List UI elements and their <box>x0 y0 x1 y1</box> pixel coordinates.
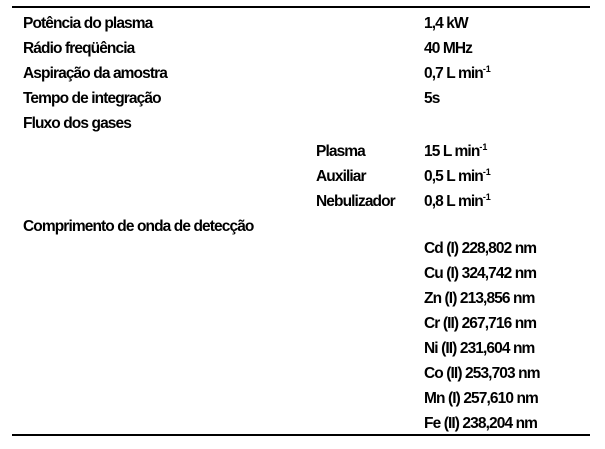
table-row <box>0 164 605 189</box>
table-row <box>0 261 605 286</box>
unit-exponent: -1 <box>482 64 491 74</box>
parameter-label: Tempo de integração <box>23 90 161 107</box>
table-row <box>0 86 605 111</box>
unit-exponent: -1 <box>479 142 488 152</box>
parameter-value: 0,7 L $\min^{-1}$ <box>424 64 491 82</box>
table-row <box>0 11 605 36</box>
parameter-value: Cd (I) 228,802 nm <box>424 240 537 257</box>
parameter-value: Cr (II) 267,716 nm <box>424 315 537 332</box>
parameter-value: 0,5 L $\min^{-1}$ <box>424 167 491 185</box>
table-bottom-rule <box>12 434 590 436</box>
parameter-label: Aspiração da amostra <box>23 65 167 82</box>
sub-parameter-label: Auxiliar <box>316 168 366 185</box>
parameter-label: Fluxo dos gases <box>23 115 131 132</box>
unit-exponent: -1 <box>482 167 491 177</box>
parameter-label: Comprimento de onda de detecção <box>23 218 254 235</box>
parameter-value: Co (II) 253,703 nm <box>424 365 540 382</box>
sub-parameter-label: Plasma <box>316 143 365 160</box>
parameter-label: Potência do plasma <box>23 15 153 32</box>
unit-exponent: -1 <box>482 192 491 202</box>
table-row <box>0 139 605 164</box>
parameter-value: Zn (I) 213,856 nm <box>424 290 535 307</box>
parameter-value: 40 MHz <box>424 40 473 57</box>
table-row <box>0 236 605 261</box>
parameter-value: Cu (I) 324,742 nm <box>424 265 537 282</box>
sub-parameter-label: Nebulizador <box>316 193 395 210</box>
table-row <box>0 336 605 361</box>
table-row <box>0 111 605 136</box>
table-row <box>0 311 605 336</box>
parameter-value: Fe (II) 238,204 nm <box>424 415 538 432</box>
parameter-value: Ni (II) 231,604 nm <box>424 340 535 357</box>
table-row <box>0 386 605 411</box>
parameter-value: 5s <box>424 90 440 107</box>
table-row <box>0 189 605 214</box>
table-row <box>0 61 605 86</box>
table-row <box>0 286 605 311</box>
table-row <box>0 411 605 436</box>
parameter-value: 1,4 kW <box>424 15 468 32</box>
table-row <box>0 361 605 386</box>
table-top-rule <box>12 6 590 8</box>
table-row <box>0 36 605 61</box>
parameter-label: Rádio freqüência <box>23 40 135 57</box>
parameter-value: 15 L $\min^{-1}$ <box>424 142 488 160</box>
parameter-value: Mn (I) 257,610 nm <box>424 390 538 407</box>
parameter-value: 0,8 L $\min^{-1}$ <box>424 192 491 210</box>
